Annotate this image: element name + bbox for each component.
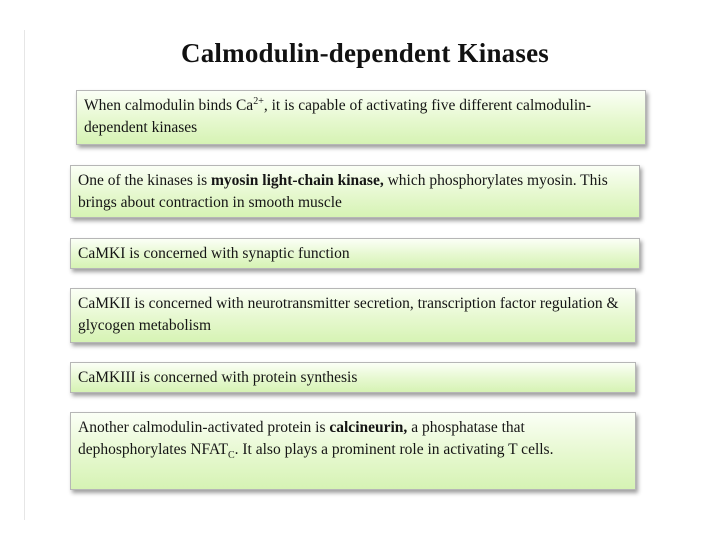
box6-text-mid: a phosphatase that dephosphorylates NFAT <box>78 419 525 458</box>
calcium-charge-superscript: 2+ <box>253 96 264 107</box>
box2-text-start: One of the kinases is <box>78 172 212 189</box>
slide-title: Calmodulin-dependent Kinases <box>181 38 549 68</box>
text-box-calcineurin <box>70 412 636 490</box>
box6-text-start: Another calmodulin-activated protein is <box>78 419 330 436</box>
text-box-camkiii <box>70 362 636 393</box>
nfat-subscript: C <box>227 450 235 461</box>
box1-text-end: , it is capable of activating five different calmodulin-dependent kinases <box>84 97 592 136</box>
text-box-calmodulin-binding <box>76 90 646 145</box>
calcineurin-term: calcineurin, <box>329 419 408 436</box>
box2-text-end: which phosphorylates myosin. This brings about contraction in smooth muscle <box>78 172 608 211</box>
box4-text: CaMKII is concerned with neurotransmitter secretion, transcription factor regulation & glycogen metabolism <box>78 295 619 334</box>
box3-text: CaMKI is concerned with synaptic function <box>78 245 350 262</box>
box6-text-end: . It also plays a prominent role in activating T cells. <box>234 441 554 458</box>
left-margin-rule <box>24 30 25 520</box>
box5-text: CaMKIII is concerned with protein synthesis <box>78 369 358 386</box>
text-box-myosin-kinase <box>70 165 640 218</box>
myosin-kinase-term: myosin light-chain kinase, <box>211 172 384 189</box>
box1-text-start: When calmodulin binds Ca <box>84 97 254 114</box>
text-box-camki <box>70 238 640 269</box>
text-box-camkii <box>70 288 636 343</box>
